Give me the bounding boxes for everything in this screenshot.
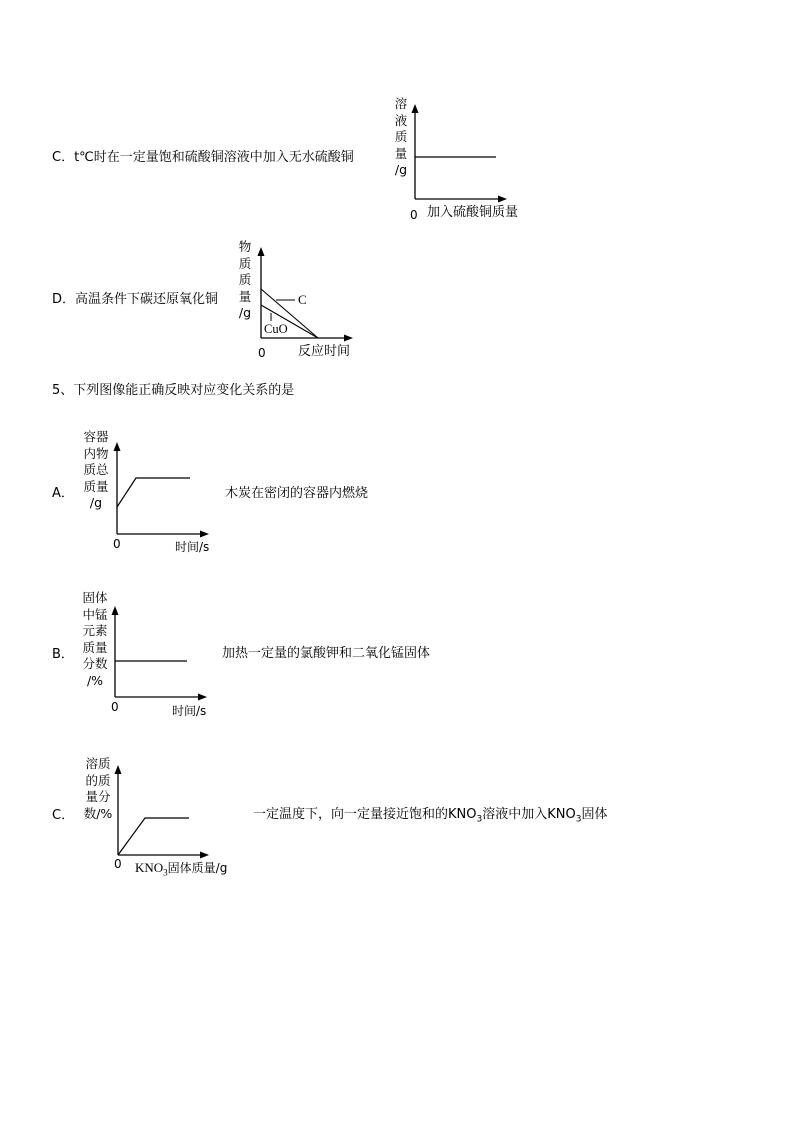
option-c-top-label: C． [52, 150, 75, 165]
option-b-text: 加热一定量的氯酸钾和二氧化锰固体 [222, 646, 431, 661]
option-c-label: C． [52, 808, 75, 823]
graph-d-x-label: 反应时间 [298, 344, 351, 359]
y-label-line: 液 [394, 112, 408, 128]
y-label-line: 固体 [82, 590, 108, 605]
y-label-line: 质总 [83, 462, 109, 477]
y-label-line: 量 [238, 288, 252, 304]
option-c-text-part: 一定温度下，向一定量接近饱和的KNO [253, 807, 477, 822]
y-label-line: 数/% [83, 805, 113, 821]
y-axis-arrowhead [115, 765, 122, 774]
y-label-line: 内物 [83, 445, 109, 461]
graph-b-origin: 0 [111, 700, 119, 714]
graph-a-origin: 0 [113, 537, 121, 551]
graph-d-series-cuo-label: CuO [264, 322, 288, 336]
x-axis-arrowhead [200, 852, 209, 859]
option-d-label: D． [52, 292, 76, 307]
subscript: 3 [575, 814, 582, 825]
graph-c-top-origin: 0 [410, 208, 418, 222]
y-label-line: /g [89, 495, 103, 510]
option-c-text-part: 溶液中加入KNO [482, 807, 576, 822]
graph-d-origin: 0 [258, 346, 266, 360]
y-label-line: 量 [394, 145, 408, 161]
y-label-line: 质量 [82, 639, 108, 655]
graph-c-x-label [135, 861, 227, 880]
x-label-part: KNO [135, 860, 164, 875]
subscript: 3 [163, 867, 168, 878]
option-c-top-text: t℃时在一定量饱和硫酸铜溶液中加入无水硫酸铜 [74, 150, 354, 165]
y-label-line: /g [394, 162, 408, 177]
question-5-stem: 5、下列图像能正确反映对应变化关系的是 [52, 383, 295, 398]
y-label-line: 溶 [394, 96, 408, 111]
y-label-line: 质量 [83, 478, 109, 494]
y-label-line: 质 [238, 255, 252, 271]
option-b-label: B． [52, 647, 74, 662]
y-label-line: 的质 [85, 772, 111, 788]
y-label-line: /g [238, 305, 252, 320]
option-c-text-part: 固体 [581, 807, 608, 822]
graph-c-top-x-label: 加入硫酸铜质量 [427, 205, 519, 220]
y-label-line: 量分 [85, 789, 111, 804]
y-label-line: 容器 [83, 429, 109, 444]
x-label-part: 固体质量/g [167, 861, 228, 875]
y-label-line: 分数 [82, 656, 108, 671]
y-label-line: 溶质 [85, 756, 111, 771]
graph-a-x-label: 时间/s [175, 540, 210, 554]
graph-c-origin: 0 [114, 857, 122, 871]
y-label-line: 质 [238, 272, 252, 287]
solute-fraction-line [118, 818, 189, 855]
y-label-line: /% [86, 672, 104, 688]
graph-b-x-label: 时间/s [172, 704, 207, 718]
graph-d-series-c-label: C [298, 292, 307, 307]
option-d-text: 高温条件下碳还原氧化铜 [75, 292, 219, 307]
y-label-line: 物 [238, 239, 252, 254]
subscript: 3 [476, 814, 483, 825]
y-label-line: 元素 [82, 623, 108, 638]
option-a-text: 木炭在密闭的容器内燃烧 [225, 486, 369, 501]
option-a-label: A． [52, 486, 74, 501]
y-label-line: 质 [394, 129, 408, 144]
y-label-line: 中锰 [82, 606, 108, 622]
